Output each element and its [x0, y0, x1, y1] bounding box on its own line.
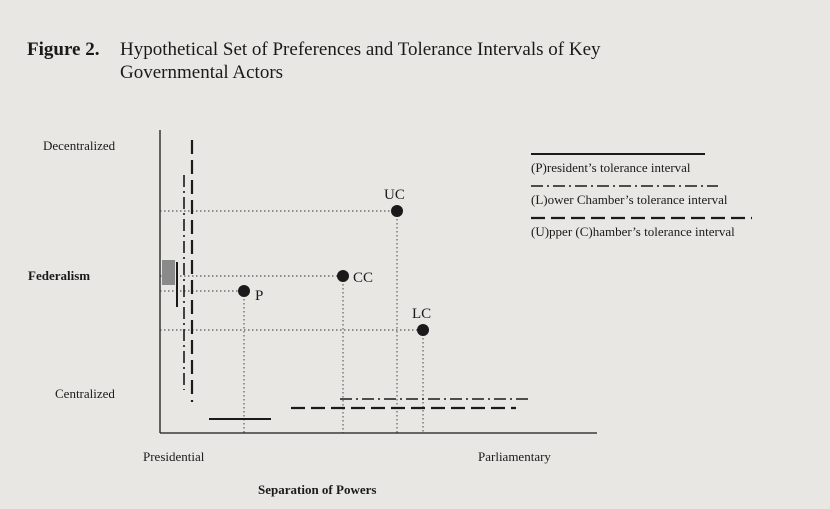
point-lc-label: LC — [412, 306, 432, 322]
y-axis-top-label: Decentralized — [43, 138, 116, 153]
point-cc-label: CC — [353, 270, 374, 286]
point-cc — [337, 270, 349, 282]
y-axis-bottom-label: Centralized — [55, 386, 115, 401]
point-lc — [417, 324, 429, 336]
shaded-overlap-region — [162, 260, 175, 285]
x-axis-left-label: Presidential — [143, 449, 205, 464]
legend-upper-chamber-label: (U)pper (C)hamber’s tolerance interval — [531, 224, 735, 239]
figure-title-line-1: Hypothetical Set of Preferences and Tolerance Intervals of Key — [120, 39, 601, 60]
legend-lower-chamber-label: (L)ower Chamber’s tolerance interval — [531, 192, 728, 207]
x-axis-right-label: Parliamentary — [478, 449, 551, 464]
point-p — [238, 285, 250, 297]
figure-title-line-2: Governmental Actors — [120, 62, 284, 83]
y-axis-title: Federalism — [28, 268, 91, 283]
legend-president-label: (P)resident’s tolerance interval — [531, 160, 691, 175]
x-axis-title: Separation of Powers — [258, 482, 377, 497]
point-uc-label: UC — [384, 187, 405, 203]
point-uc — [391, 205, 403, 217]
point-p-label: P — [255, 288, 264, 304]
figure-number: Figure 2. — [27, 39, 100, 60]
